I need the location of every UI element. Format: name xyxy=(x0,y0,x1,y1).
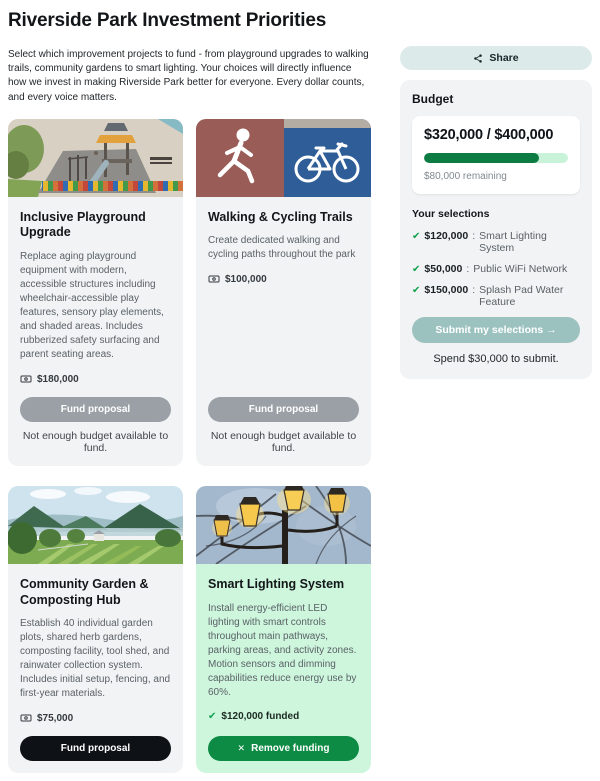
main-column xyxy=(8,8,371,773)
intro-text: Select which improvement projects to fund - from playground upgrades to walking trails, community gardens to smart lighting. Your choices will directly influence how we invest in making Riverside Park better for everyone. Every dollar counts, and every voice matters. xyxy=(8,49,369,103)
remove-funding-label: Remove funding xyxy=(251,743,330,755)
budget-status-note: Not enough budget available to fund. xyxy=(22,430,169,454)
selection-amount: $120,000 xyxy=(424,230,469,242)
card-footer xyxy=(20,724,171,761)
budget-card xyxy=(412,116,580,194)
card-description: Replace aging playground equipment with modern, accessible structures including wheelchair-accessible play features, sensory play elements, and shaded areas. Includes rubberized safety surfacing and parent seating areas. xyxy=(20,251,164,360)
funded-row xyxy=(208,711,359,722)
selection-separator: : xyxy=(472,230,476,242)
share-button[interactable] xyxy=(400,46,592,70)
card-body xyxy=(196,564,371,773)
card-footer xyxy=(208,385,359,454)
selection-item xyxy=(412,230,580,254)
fund-proposal-button[interactable]: Fund proposal xyxy=(208,397,359,422)
price-label: $100,000 xyxy=(225,273,267,285)
budget-progress-fill xyxy=(424,153,539,163)
card-trails xyxy=(196,119,371,466)
budget-amount: $320,000 / $400,000 xyxy=(424,127,554,143)
x-icon: ✕ xyxy=(237,743,246,754)
price-row xyxy=(20,373,171,385)
share-label: Share xyxy=(489,52,519,64)
price-row xyxy=(208,273,359,285)
page-title: Riverside Park Investment Priorities xyxy=(8,10,327,31)
card-description: Establish 40 individual garden plots, shared herb gardens, composting facility, tool shed, and rainwater collection system. Includes initial setup, fencing, and first-year materials. xyxy=(20,618,171,700)
proposal-grid xyxy=(8,119,371,774)
banknote-icon xyxy=(208,273,220,285)
card-description: Install energy-efficient LED lighting with smart controls throughout main pathways, parking areas, and activity zones. Motion sensors and dimming capabilities reduce energy use by 60%. xyxy=(208,602,357,698)
card-title: Walking & Cycling Trails xyxy=(208,209,353,224)
selection-name: Smart Lighting System xyxy=(479,230,547,254)
card-garden xyxy=(8,486,183,773)
trails-photo xyxy=(196,119,371,197)
budget-progress-track xyxy=(424,153,568,163)
card-title: Inclusive Playground Upgrade xyxy=(20,209,146,240)
price-row xyxy=(20,712,171,724)
selection-amount: $50,000 xyxy=(424,263,463,275)
check-icon: ✔ xyxy=(412,285,421,296)
price-label: $180,000 xyxy=(37,373,79,385)
budget-heading: Budget xyxy=(412,92,454,106)
card-description: Create dedicated walking and cycling paths throughout the park xyxy=(208,235,356,261)
selection-name: Public WiFi Network xyxy=(473,263,568,275)
card-body xyxy=(8,197,183,466)
card-body xyxy=(196,197,371,466)
check-icon: ✔ xyxy=(208,710,217,722)
selection-separator: : xyxy=(466,263,470,275)
submit-selections-button[interactable]: Submit my selections → xyxy=(412,317,580,343)
selection-amount: $150,000 xyxy=(424,284,469,296)
fund-proposal-button[interactable]: Fund proposal xyxy=(20,736,171,761)
lamps-photo xyxy=(196,486,371,564)
remove-funding-button[interactable] xyxy=(208,736,359,761)
card-footer xyxy=(208,724,359,761)
card-body xyxy=(8,564,183,773)
budget-panel xyxy=(400,80,592,379)
selection-separator: : xyxy=(472,284,476,296)
playground-photo xyxy=(8,119,183,197)
check-icon: ✔ xyxy=(412,231,421,242)
card-title: Community Garden & Composting Hub xyxy=(20,577,149,607)
fund-proposal-button[interactable]: Fund proposal xyxy=(20,397,171,422)
price-label: $75,000 xyxy=(37,712,74,724)
garden-photo xyxy=(8,486,183,564)
share-icon xyxy=(473,53,483,64)
banknote-icon xyxy=(20,373,32,385)
selection-item xyxy=(412,284,580,308)
sidebar xyxy=(400,8,592,773)
selection-item xyxy=(412,263,580,275)
budget-status-note: Not enough budget available to fund. xyxy=(210,430,357,454)
selection-name: Splash Pad Water Feature xyxy=(479,284,564,308)
card-footer xyxy=(20,385,171,454)
banknote-icon xyxy=(20,712,32,724)
submit-hint: Spend $30,000 to submit. xyxy=(433,353,559,365)
selections-heading: Your selections xyxy=(412,208,490,220)
card-title: Smart Lighting System xyxy=(208,577,345,591)
check-icon: ✔ xyxy=(412,264,421,275)
budget-remaining: $80,000 remaining xyxy=(424,171,507,182)
card-playground xyxy=(8,119,183,466)
funded-label: $120,000 funded xyxy=(221,710,300,722)
card-lighting xyxy=(196,486,371,773)
